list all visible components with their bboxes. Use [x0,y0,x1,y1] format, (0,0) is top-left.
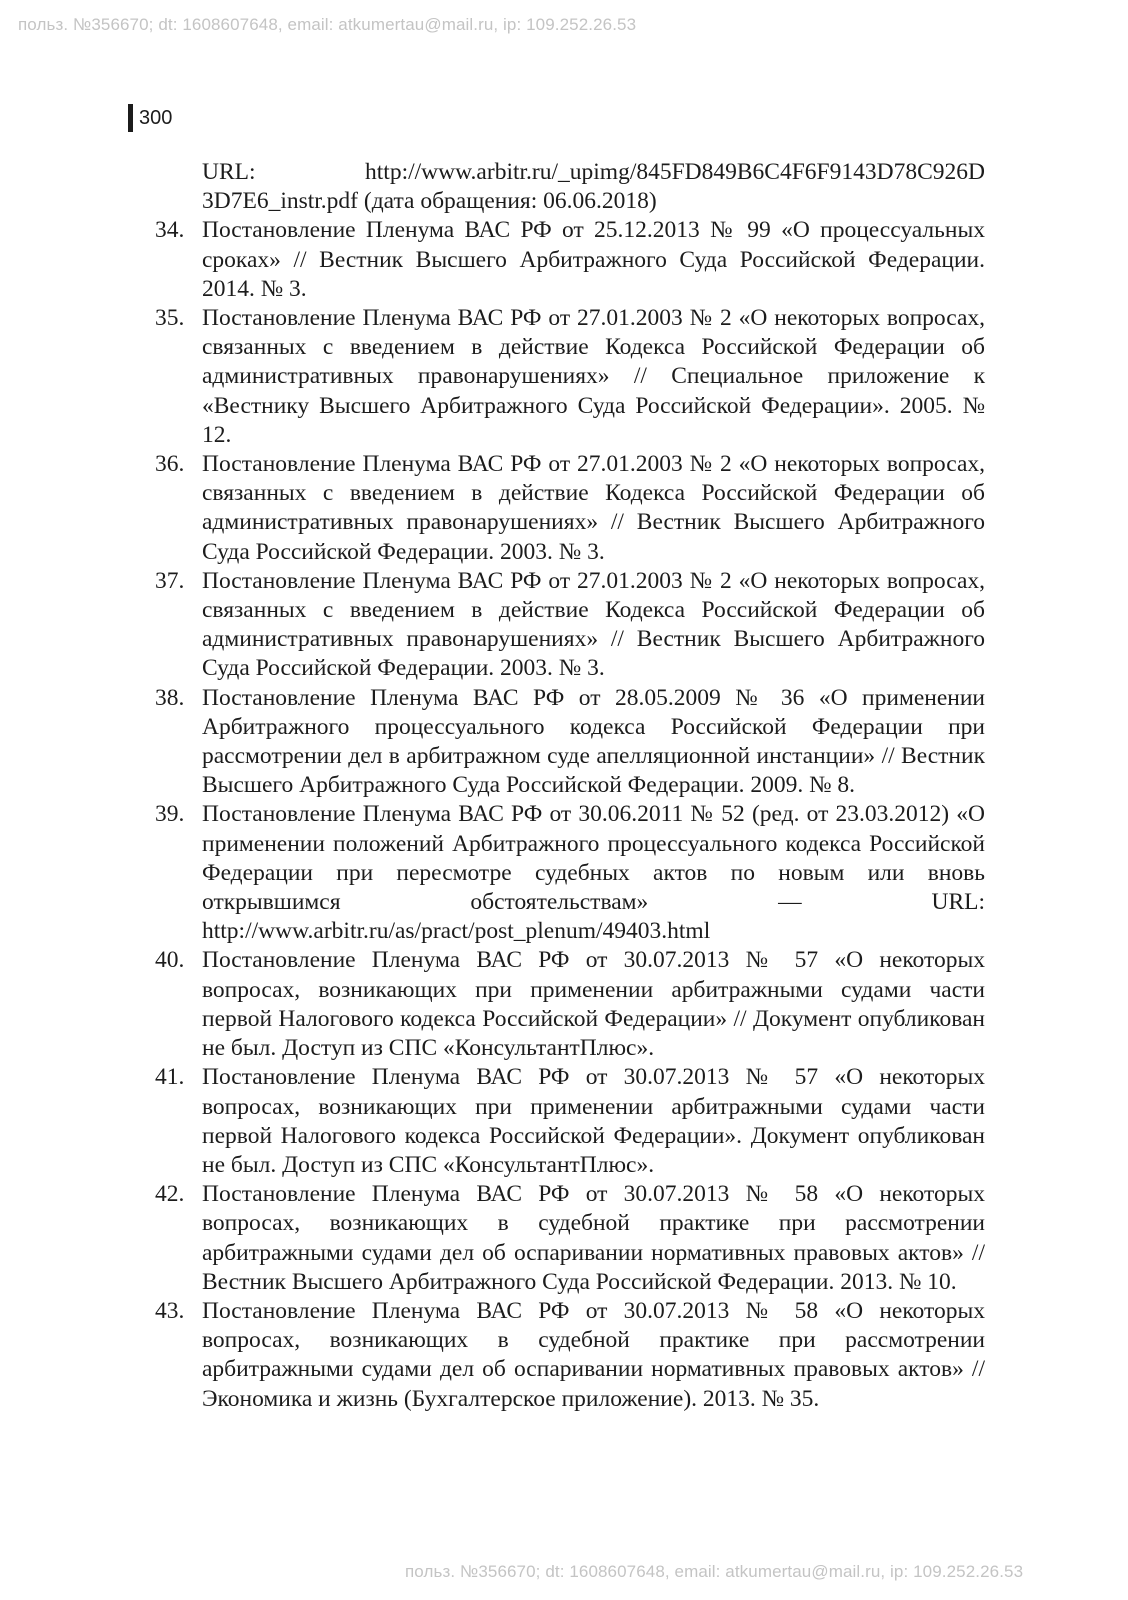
reference-text: Постановление Пленума ВАС РФ от 30.07.2013 № 58 «О некоторых вопросах, возникающих в судебной практике при рассмотрении арбитражными судами дел об оспаривании нормативных правовых актов» // Вестник Высшего Арбитражного Суда Российской Федерации. 2013. № 10. [202,1181,985,1295]
reference-number: 42. [155,1181,185,1208]
reference-item [155,450,985,567]
reference-text: Постановление Пленума ВАС РФ от 25.12.2013 № 99 «О процессуальных сроках» // Вестник Высшего Арбитражного Суда Российской Федерации. 2014. № 3. [202,217,985,302]
reference-text: Постановление Пленума ВАС РФ от 27.01.2003 № 2 «О некоторых вопросах, связанных с введением в действие Кодекса Российской Федерации об административных правонарушениях» // Специальное приложение к «Вестнику Высшего Арбитражного Суда Российской Федерации». 2005. № 12. [202,305,985,448]
reference-list [155,158,985,1414]
page-number-bar [128,104,133,132]
reference-item [155,800,985,946]
reference-item [155,1180,985,1297]
reference-item [155,946,985,1063]
reference-text: Постановление Пленума ВАС РФ от 30.07.2013 № 57 «О некоторых вопросах, возникающих при применении арбитражными судами части первой Налогового кодекса Российской Федерации». Документ опубликован не был. Доступ из СПС «КонсультантПлюс». [202,1064,985,1178]
reference-text: Постановление Пленума ВАС РФ от 27.01.2003 № 2 «О некоторых вопросах, связанных с введением в действие Кодекса Российской Федерации об административных правонарушениях» // Вестник Высшего Арбитражного Суда Российской Федерации. 2003. № 3. [202,451,985,565]
reference-item [155,567,985,684]
page-number: 300 [139,106,173,129]
reference-item [155,684,985,801]
reference-text: Постановление Пленума ВАС РФ от 28.05.2009 № 36 «О применении Арбитражного процессуального кодекса Российской Федерации при рассмотрении дел в арбитражном суде апелляционной инстанции» // Вестник Высшего Арбитражного Суда Российской Федерации. 2009. № 8. [202,684,985,799]
reference-number: 43. [155,1297,185,1324]
reference-text: Постановление Пленума ВАС РФ от 30.07.2013 № 58 «О некоторых вопросах, возникающих в судебной практике при рассмотрении арбитражными судами дел об оспаривании нормативных правовых актов» // Экономика и жизнь (Бухгалтерское приложение). 2013. № 35. [202,1297,985,1412]
reference-text: Постановление Пленума ВАС РФ от 30.06.2011 № 52 (ред. от 23.03.2012) «О применении положений Арбитражного процессуального кодекса Российской Федерации при пересмотре судебных актов по новым или вновь открывшимся обстоятельствам» — URL: http://www.arbitr.ru/as/pract/post_plenum/49403.html [202,801,985,945]
reference-number: 41. [155,1064,185,1091]
reference-number: 35. [155,305,185,332]
reference-number: 39. [155,801,185,828]
reference-text: Постановление Пленума ВАС РФ от 27.01.2003 № 2 «О некоторых вопросах, связанных с введением в действие Кодекса Российской Федерации об административных правонарушениях» // Вестник Высшего Арбитражного Суда Российской Федерации. 2003. № 3. [202,567,985,682]
reference-text: URL: http://www.arbitr.ru/_upimg/845FD849B6C4F6F9143D78C926D 3D7E6_instr.pdf (дата обращения: 06.06.2018) [202,159,985,215]
reference-number: 40. [155,947,185,974]
reference-number: 37. [155,567,185,594]
reference-item [155,1063,985,1180]
reference-text: Постановление Пленума ВАС РФ от 30.07.2013 № 57 «О некоторых вопросах, возникающих при применении арбитражными судами части первой Налогового кодекса Российской Федерации» // Документ опубликован не был. Доступ из СПС «КонсультантПлюс». [202,947,985,1062]
reference-item [155,158,985,216]
reference-item [155,216,985,304]
reference-item [155,304,985,450]
page-number-block [128,104,172,132]
watermark-top: польз. №356670; dt: 1608607648, email: atkumertau@mail.ru, ip: 109.252.26.53 [18,15,637,34]
watermark-bottom: польз. №356670; dt: 1608607648, email: atkumertau@mail.ru, ip: 109.252.26.53 [405,1562,1024,1581]
reference-number: 34. [155,217,185,244]
reference-number: 38. [155,684,185,711]
reference-number: 36. [155,451,185,478]
reference-item [155,1297,985,1414]
